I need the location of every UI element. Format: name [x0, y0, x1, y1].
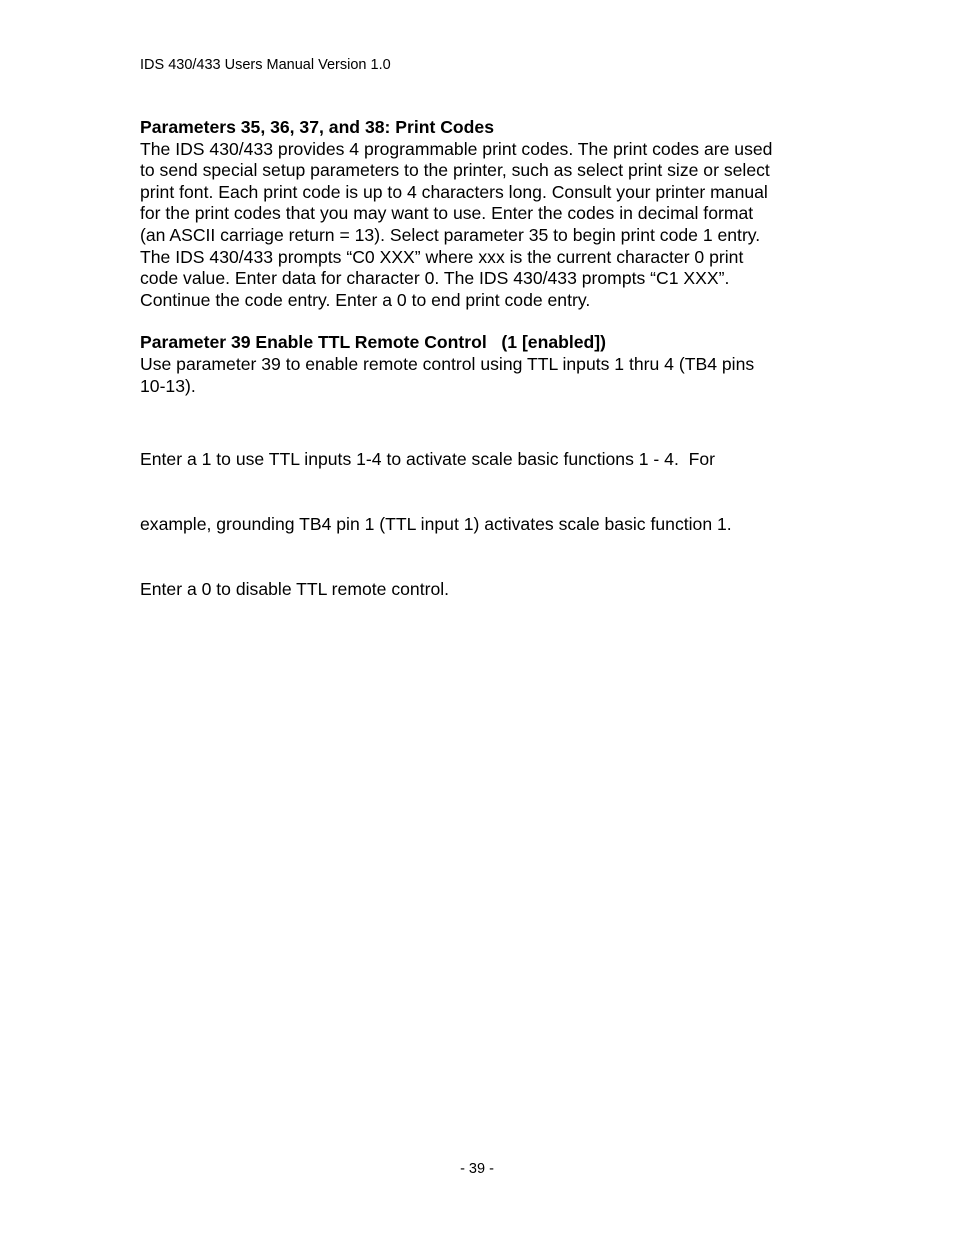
paragraph — [140, 139, 830, 312]
text-line: Enter a 0 to disable TTL remote control. — [140, 578, 450, 599]
section-heading: Parameters 35, 36, 37, and 38: Print Codes — [140, 117, 494, 137]
section-heading: Parameter 39 Enable TTL Remote Control (1 [enabled]) — [140, 332, 607, 353]
text-line: to send special setup parameters to the printer, such as select print size or select — [140, 160, 770, 181]
text-line: The IDS 430/433 prompts “C0 XXX” where xxx is the current character 0 print — [140, 246, 744, 267]
page-number: - 39 - — [460, 1161, 494, 1177]
text-line: (an ASCII carriage return = 13). Select parameter 35 to begin print code 1 entry. — [140, 224, 761, 245]
text-line: for the print codes that you may want to use. Enter the codes in decimal format — [140, 203, 754, 224]
paragraph — [140, 406, 830, 644]
section-spacer — [140, 311, 830, 332]
paragraph — [140, 354, 830, 397]
document-body — [140, 117, 830, 644]
page-header: IDS 430/433 Users Manual Version 1.0 — [140, 57, 391, 73]
text-line: code value. Enter data for character 0. The IDS 430/433 prompts “C1 XXX”. — [140, 268, 730, 289]
section-print-codes — [140, 117, 830, 311]
text-line: The IDS 430/433 provides 4 programmable print codes. The print codes are used — [140, 138, 773, 159]
text-line: Continue the code entry. Enter a 0 to end print code entry. — [140, 289, 591, 310]
text-line: Use parameter 39 to enable remote control using TTL inputs 1 thru 4 (TB4 pins — [140, 353, 755, 374]
section-ttl-remote-control — [140, 332, 830, 643]
text-line: 10-13). — [140, 375, 196, 396]
text-line: print font. Each print code is up to 4 characters long. Consult your printer manual — [140, 181, 768, 202]
text-line: example, grounding TB4 pin 1 (TTL input 1) activates scale basic function 1. — [140, 514, 732, 535]
paragraph-spacer — [140, 397, 830, 406]
text-line: Enter a 1 to use TTL inputs 1-4 to activate scale basic functions 1 - 4. For — [140, 449, 716, 470]
